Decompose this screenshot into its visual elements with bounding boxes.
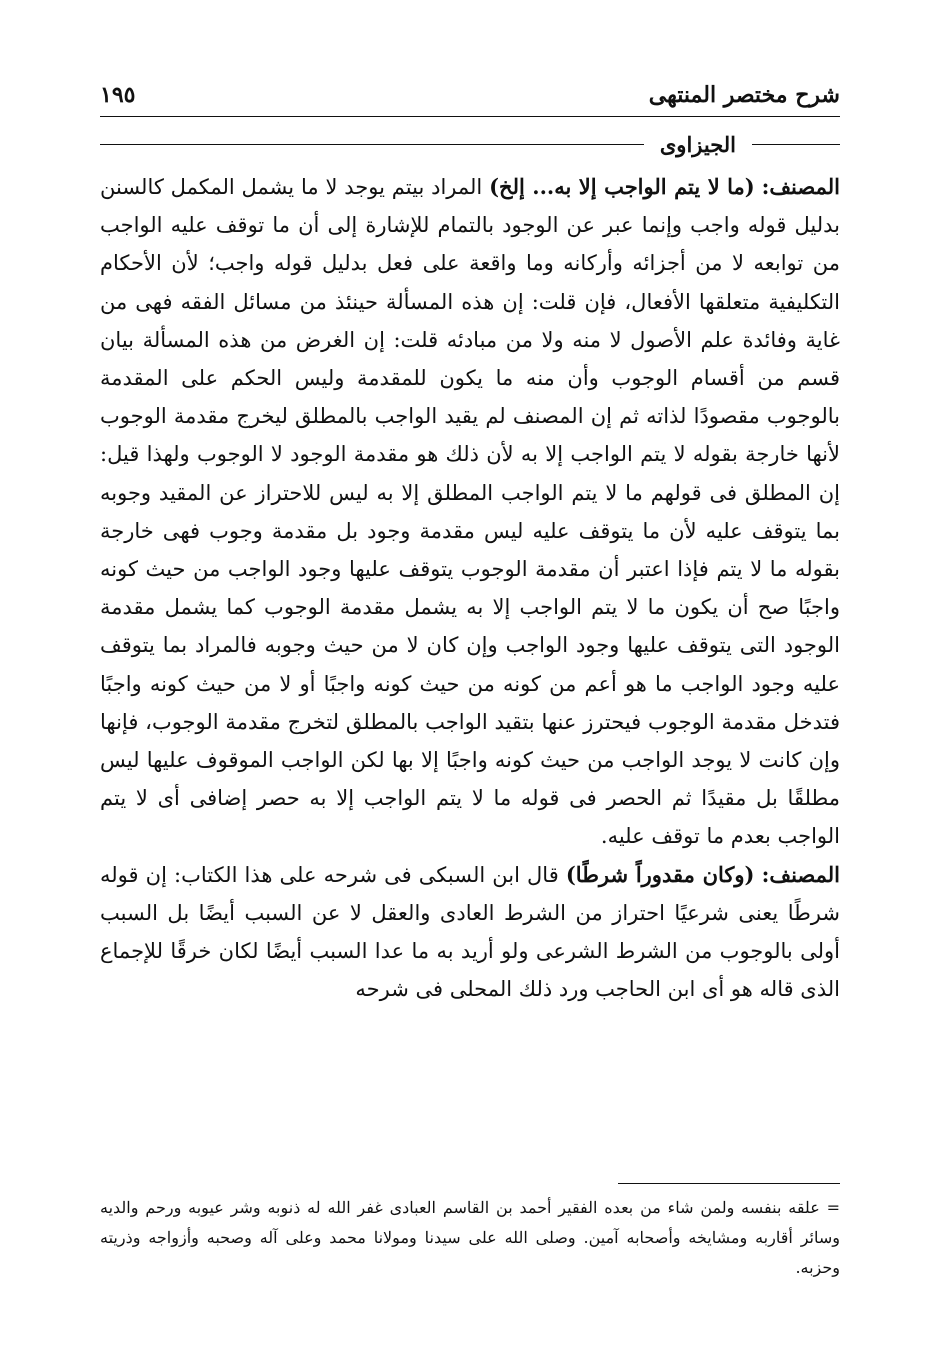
running-header (100, 72, 840, 108)
heading-rule-left (100, 144, 644, 145)
header-rule (100, 116, 840, 117)
section-heading (100, 130, 840, 158)
body-text (100, 168, 840, 1008)
footnote (100, 1193, 840, 1283)
paragraph-1-text: المراد بيتم يوجد لا ما يشمل المكمل كالسنن بدليل قوله واجب وإنما عبر عن الوجود بالتمام للإشارة إلى أن ما توقف عليه الواجب من توابعه لا من أجزائه وأركانه وما واقعة على فعل بدليل قوله واجب؛ لأن الأحكام التكليفية متعلقها الأفعال، فإن قلت: إن هذه المسألة حينئذ من مسائل الفقه فهى من غاية وفائدة علم الأصول لا منه ولا من مبادئه قلت: إن الغرض من هذه المسألة بيان قسم من أقسام الوجوب وأن منه ما يكون للمقدمة وليس الحكم على المقدمة بالوجوب مقصودًا لذاته ثم إن المصنف لم يقيد الواجب بالمطلق ليخرج مقدمة الوجوب لأنها خارجة بقوله لا يتم الواجب إلا به لأن ذلك هو مقدمة الوجود لا الوجوب ولهذا قيل: إن المطلق فى قولهم ما لا يتم الواجب المطلق إلا به ليس للاحتراز عن المقيد وجوبه بما يتوقف عليه لأن ما يتوقف عليه ليس مقدمة وجود بل مقدمة وجوب فهى خارجة بقوله ما لا يتم فإذا اعتبر أن مقدمة الوجوب يتوقف عليها وجود الواجب من حيث كونه واجبًا صح أن يكون ما لا يتم الواجب إلا به يشمل مقدمة الوجوب كما يشمل مقدمة الوجود التى يتوقف عليها وجود الواجب وإن كان لا من حيث وجوبه فالمراد بما يتوقف عليه وجود الواجب ما هو أعم من كونه من حيث كونه واجبًا أو لا من حيث كونه واجبًا فتدخل مقدمة الوجوب فيحترز عنها بتقيد الواجب بالمطلق لتخرج مقدمة الوجوب، فإنها وإن كانت لا يوجد الواجب من حيث كونه واجبًا إلا بها لكن الواجب الموقوف عليها ليس مطلقًا بل مقيدًا ثم الحصر فى قوله ما لا يتم الواجب إلا به حصر إضافى أى لا يتم الواجب بعدم ما توقف عليه. (100, 175, 840, 849)
paragraph-1 (100, 168, 840, 856)
paragraph-2-quote: (وكان مقدوراً شرطًا) (565, 861, 755, 887)
footnote-rule (618, 1183, 840, 1184)
heading-rule-right (752, 144, 840, 145)
paragraph-2-lead: المصنف: (761, 861, 840, 887)
paragraph-2-text: قال ابن السبكى فى شرحه على هذا الكتاب: إن قوله شرطًا يعنى شرعيًا احتراز من الشرط العادى والعقل لا عن السبب أيضًا بل السبب أولى بالوجوب من الشرط الشرعى ولو أريد به ما عدا السبب أيضًا لكان خرقًا للإجماع الذى قاله هو أى ابن الحاجب ورد ذلك المحلى فى شرحه (100, 862, 840, 1002)
page-number: ١٩٥ (100, 82, 136, 108)
paragraph-1-quote: (ما لا يتم الواجب إلا به... إلخ) (489, 174, 755, 199)
footnote-text: = علقه بنفسه ولمن شاء من بعده الفقير أحمد بن القاسم العبادى غفر الله له ذنوبه وشر عيوبه ورحم والديه وسائر أقاربه ومشايخه وأصحابه آمين. وصلى الله على سيدنا ومولانا محمد وعلى آله وصحبه وأزواجه وذريته وحزبه. (100, 1198, 840, 1277)
paragraph-2 (100, 856, 840, 1009)
book-title: شرح مختصر المنتهى (648, 82, 840, 108)
paragraph-1-lead: المصنف: (761, 174, 840, 199)
section-title: الجيزاوى (659, 131, 736, 157)
